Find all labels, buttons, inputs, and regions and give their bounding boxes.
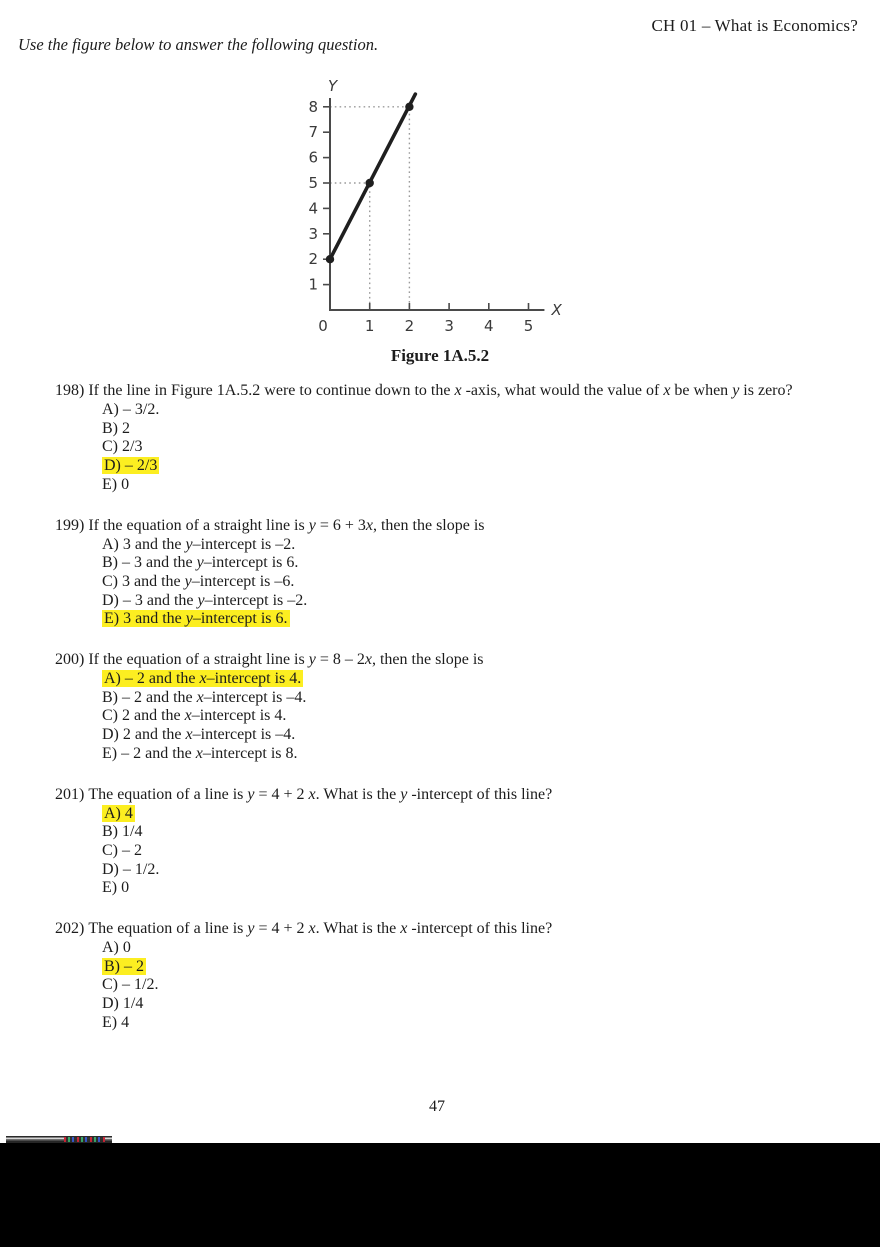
text-segment: B) – 2 (104, 957, 144, 975)
answer-option (102, 958, 855, 977)
math-variable: y (400, 785, 408, 803)
answer-option (102, 457, 855, 476)
answer-option-highlighted (102, 610, 290, 627)
answer-option-text (102, 823, 142, 840)
answer-option (102, 592, 855, 611)
svg-text:X: X (551, 301, 562, 319)
svg-text:1: 1 (364, 317, 375, 335)
answer-options (55, 670, 855, 764)
text-segment: The equation of a line is (88, 920, 248, 938)
answer-option-text (102, 401, 159, 418)
text-segment: If the line in Figure 1A.5.2 were to continue down to the (88, 382, 455, 399)
text-segment: -intercept of this line? (407, 785, 553, 803)
text-segment: is zero? (739, 382, 793, 399)
math-variable: x (364, 651, 372, 669)
question-block (55, 650, 855, 764)
math-variable: x (365, 516, 373, 534)
text-segment: A) – 3/2. (102, 401, 160, 418)
scan-artifact-strip (6, 1136, 112, 1143)
text-segment: . What is the (315, 920, 401, 938)
text-segment: = 8 – 2 (315, 651, 365, 669)
svg-text:2: 2 (404, 317, 415, 335)
answer-option-highlighted (102, 670, 303, 687)
math-variable: x (308, 920, 316, 938)
math-variable: x (199, 670, 207, 688)
text-segment: . What is the (315, 785, 401, 803)
text-segment: C) 2/3 (102, 438, 143, 456)
answer-option-text (102, 689, 306, 706)
answer-option-text (102, 861, 159, 878)
answer-option (102, 745, 855, 764)
math-variable: x (400, 920, 408, 938)
text-segment: A) 0 (102, 939, 131, 957)
text-segment: C) – 1/2. (102, 976, 159, 994)
answer-option-text (102, 745, 298, 762)
answer-options (55, 401, 855, 495)
answer-option-text (102, 554, 298, 571)
math-variable: y (247, 785, 255, 803)
scan-black-footer (0, 1143, 880, 1247)
text-segment: C) – 2 (102, 841, 142, 859)
text-segment: A) 3 and the (102, 535, 186, 553)
answer-option-text (102, 842, 142, 859)
answer-options (55, 805, 855, 899)
answer-option-text (102, 420, 130, 437)
question-block (55, 785, 855, 899)
text-segment: –intercept is 8. (202, 744, 298, 762)
figure-graph (290, 76, 575, 340)
text-segment: E) 4 (102, 1013, 130, 1031)
text-segment: be when (670, 382, 733, 399)
answer-option (102, 995, 855, 1014)
question-text (55, 919, 855, 938)
text-segment: E) – 2 and the (102, 744, 196, 762)
svg-text:1: 1 (308, 275, 318, 294)
answer-option (102, 420, 855, 439)
text-segment: B) – 2 and the (102, 688, 197, 706)
chapter-header: CH 01 – What is Economics? (651, 16, 858, 35)
text-segment: B) 2 (102, 419, 130, 437)
svg-text:5: 5 (523, 317, 534, 335)
math-variable: y (308, 516, 316, 534)
question-number: 202) (55, 920, 85, 938)
text-segment: A) 4 (104, 804, 133, 822)
answer-option-highlighted (102, 958, 146, 975)
answer-option (102, 610, 855, 629)
text-segment: E) 0 (102, 475, 130, 493)
answer-option (102, 536, 855, 555)
question-number: 198) (55, 382, 85, 399)
scan-artifact-specks (64, 1137, 104, 1142)
question-number: 199) (55, 516, 85, 534)
answer-option-text (102, 438, 142, 455)
svg-text:Y: Y (328, 77, 338, 95)
question-text (55, 785, 855, 804)
answer-option (102, 573, 855, 592)
answer-option-highlighted (102, 805, 135, 822)
answer-option-text (102, 707, 286, 724)
answer-option-text (102, 726, 295, 743)
answer-option-text (102, 536, 295, 553)
answer-options (55, 939, 855, 1033)
math-variable: x (196, 688, 204, 706)
math-variable: y (185, 610, 193, 628)
text-segment: B) – 3 and the (102, 554, 197, 572)
answer-option-highlighted (102, 457, 159, 474)
math-variable: y (184, 572, 192, 590)
text-segment: –intercept is 6. (203, 554, 299, 572)
answer-option-text (102, 939, 131, 956)
svg-text:2: 2 (308, 250, 318, 269)
text-segment: -intercept of this line? (407, 920, 553, 938)
question-block (55, 516, 855, 630)
text-segment: The equation of a line is (88, 785, 248, 803)
answer-option (102, 401, 855, 420)
question-block (55, 919, 855, 1033)
math-variable: y (308, 651, 316, 669)
math-variable: y (196, 554, 204, 572)
answer-option (102, 670, 855, 689)
text-segment: If the equation of a straight line is (88, 516, 309, 534)
text-segment: , then the slope is (372, 516, 485, 534)
svg-text:3: 3 (308, 224, 318, 243)
line-chart (290, 76, 575, 340)
answer-option (102, 726, 855, 745)
text-segment: = 4 + 2 (254, 785, 309, 803)
text-segment: B) 1/4 (102, 823, 143, 841)
text-segment: -axis, what would the value of (461, 382, 664, 399)
answer-option (102, 805, 855, 824)
text-segment: –intercept is –4. (203, 688, 307, 706)
question-number: 201) (55, 785, 85, 803)
text-segment: = 6 + 3 (315, 516, 366, 534)
question-text (55, 650, 855, 669)
answer-option (102, 861, 855, 880)
svg-text:4: 4 (484, 317, 494, 335)
svg-text:4: 4 (308, 199, 318, 218)
figure-caption: Figure 1A.5.2 (390, 346, 490, 365)
text-segment: –intercept is –2. (204, 591, 308, 609)
text-segment: –intercept is 4. (191, 707, 287, 725)
math-variable: x (663, 382, 671, 399)
text-segment: D) – 3 and the (102, 591, 198, 609)
answer-option (102, 976, 855, 995)
answer-option (102, 823, 855, 842)
math-variable: x (195, 744, 203, 762)
answer-option (102, 554, 855, 573)
svg-text:7: 7 (308, 123, 318, 142)
text-segment: –intercept is –2. (192, 535, 296, 553)
answer-option-text (102, 592, 307, 609)
answer-option (102, 879, 855, 898)
answer-option-text (102, 879, 129, 896)
svg-text:3: 3 (444, 317, 454, 335)
text-segment: D) 1/4 (102, 995, 144, 1013)
question-number: 200) (55, 651, 85, 669)
text-segment: D) – 2/3 (104, 457, 158, 475)
text-segment: –intercept is 4. (206, 670, 302, 688)
answer-option-text (102, 476, 129, 493)
math-variable: x (308, 785, 316, 803)
math-variable: x (454, 382, 462, 399)
math-variable: y (732, 382, 740, 399)
svg-text:8: 8 (308, 97, 318, 116)
question-text (55, 516, 855, 535)
text-segment: A) – 2 and the (104, 670, 200, 688)
text-segment: D) 2 and the (102, 726, 186, 744)
answer-options (55, 536, 855, 630)
text-segment: –intercept is 6. (192, 610, 288, 628)
answer-option (102, 689, 855, 708)
answer-option (102, 438, 855, 457)
svg-text:6: 6 (308, 148, 318, 167)
questions-list (55, 381, 855, 1054)
answer-option-text (102, 573, 294, 590)
math-variable: y (197, 591, 205, 609)
figure-instruction: Use the figure below to answer the following question. (18, 35, 379, 54)
text-segment: E) 0 (102, 879, 130, 897)
math-variable: x (184, 707, 192, 725)
answer-option (102, 842, 855, 861)
answer-option-text (102, 995, 143, 1012)
answer-option (102, 1014, 855, 1033)
svg-text:5: 5 (308, 174, 318, 192)
math-variable: y (247, 920, 255, 938)
answer-option (102, 707, 855, 726)
math-variable: y (185, 535, 193, 553)
answer-option (102, 939, 855, 958)
text-segment: = 4 + 2 (254, 920, 309, 938)
text-segment: C) 2 and the (102, 707, 185, 725)
answer-option (102, 476, 855, 495)
text-segment: –intercept is –4. (192, 726, 296, 744)
text-segment: –intercept is –6. (191, 572, 295, 590)
page-number: 47 (429, 1098, 445, 1115)
question-block (55, 381, 855, 495)
math-variable: x (185, 726, 193, 744)
text-segment: , then the slope is (371, 651, 484, 669)
text-segment: C) 3 and the (102, 572, 185, 590)
answer-option-text (102, 1014, 129, 1031)
question-text (55, 381, 855, 400)
text-segment: E) 3 and the (104, 610, 186, 628)
text-segment: If the equation of a straight line is (88, 651, 309, 669)
text-segment: D) – 1/2. (102, 860, 160, 878)
answer-option-text (102, 976, 158, 993)
svg-text:0: 0 (318, 317, 328, 335)
